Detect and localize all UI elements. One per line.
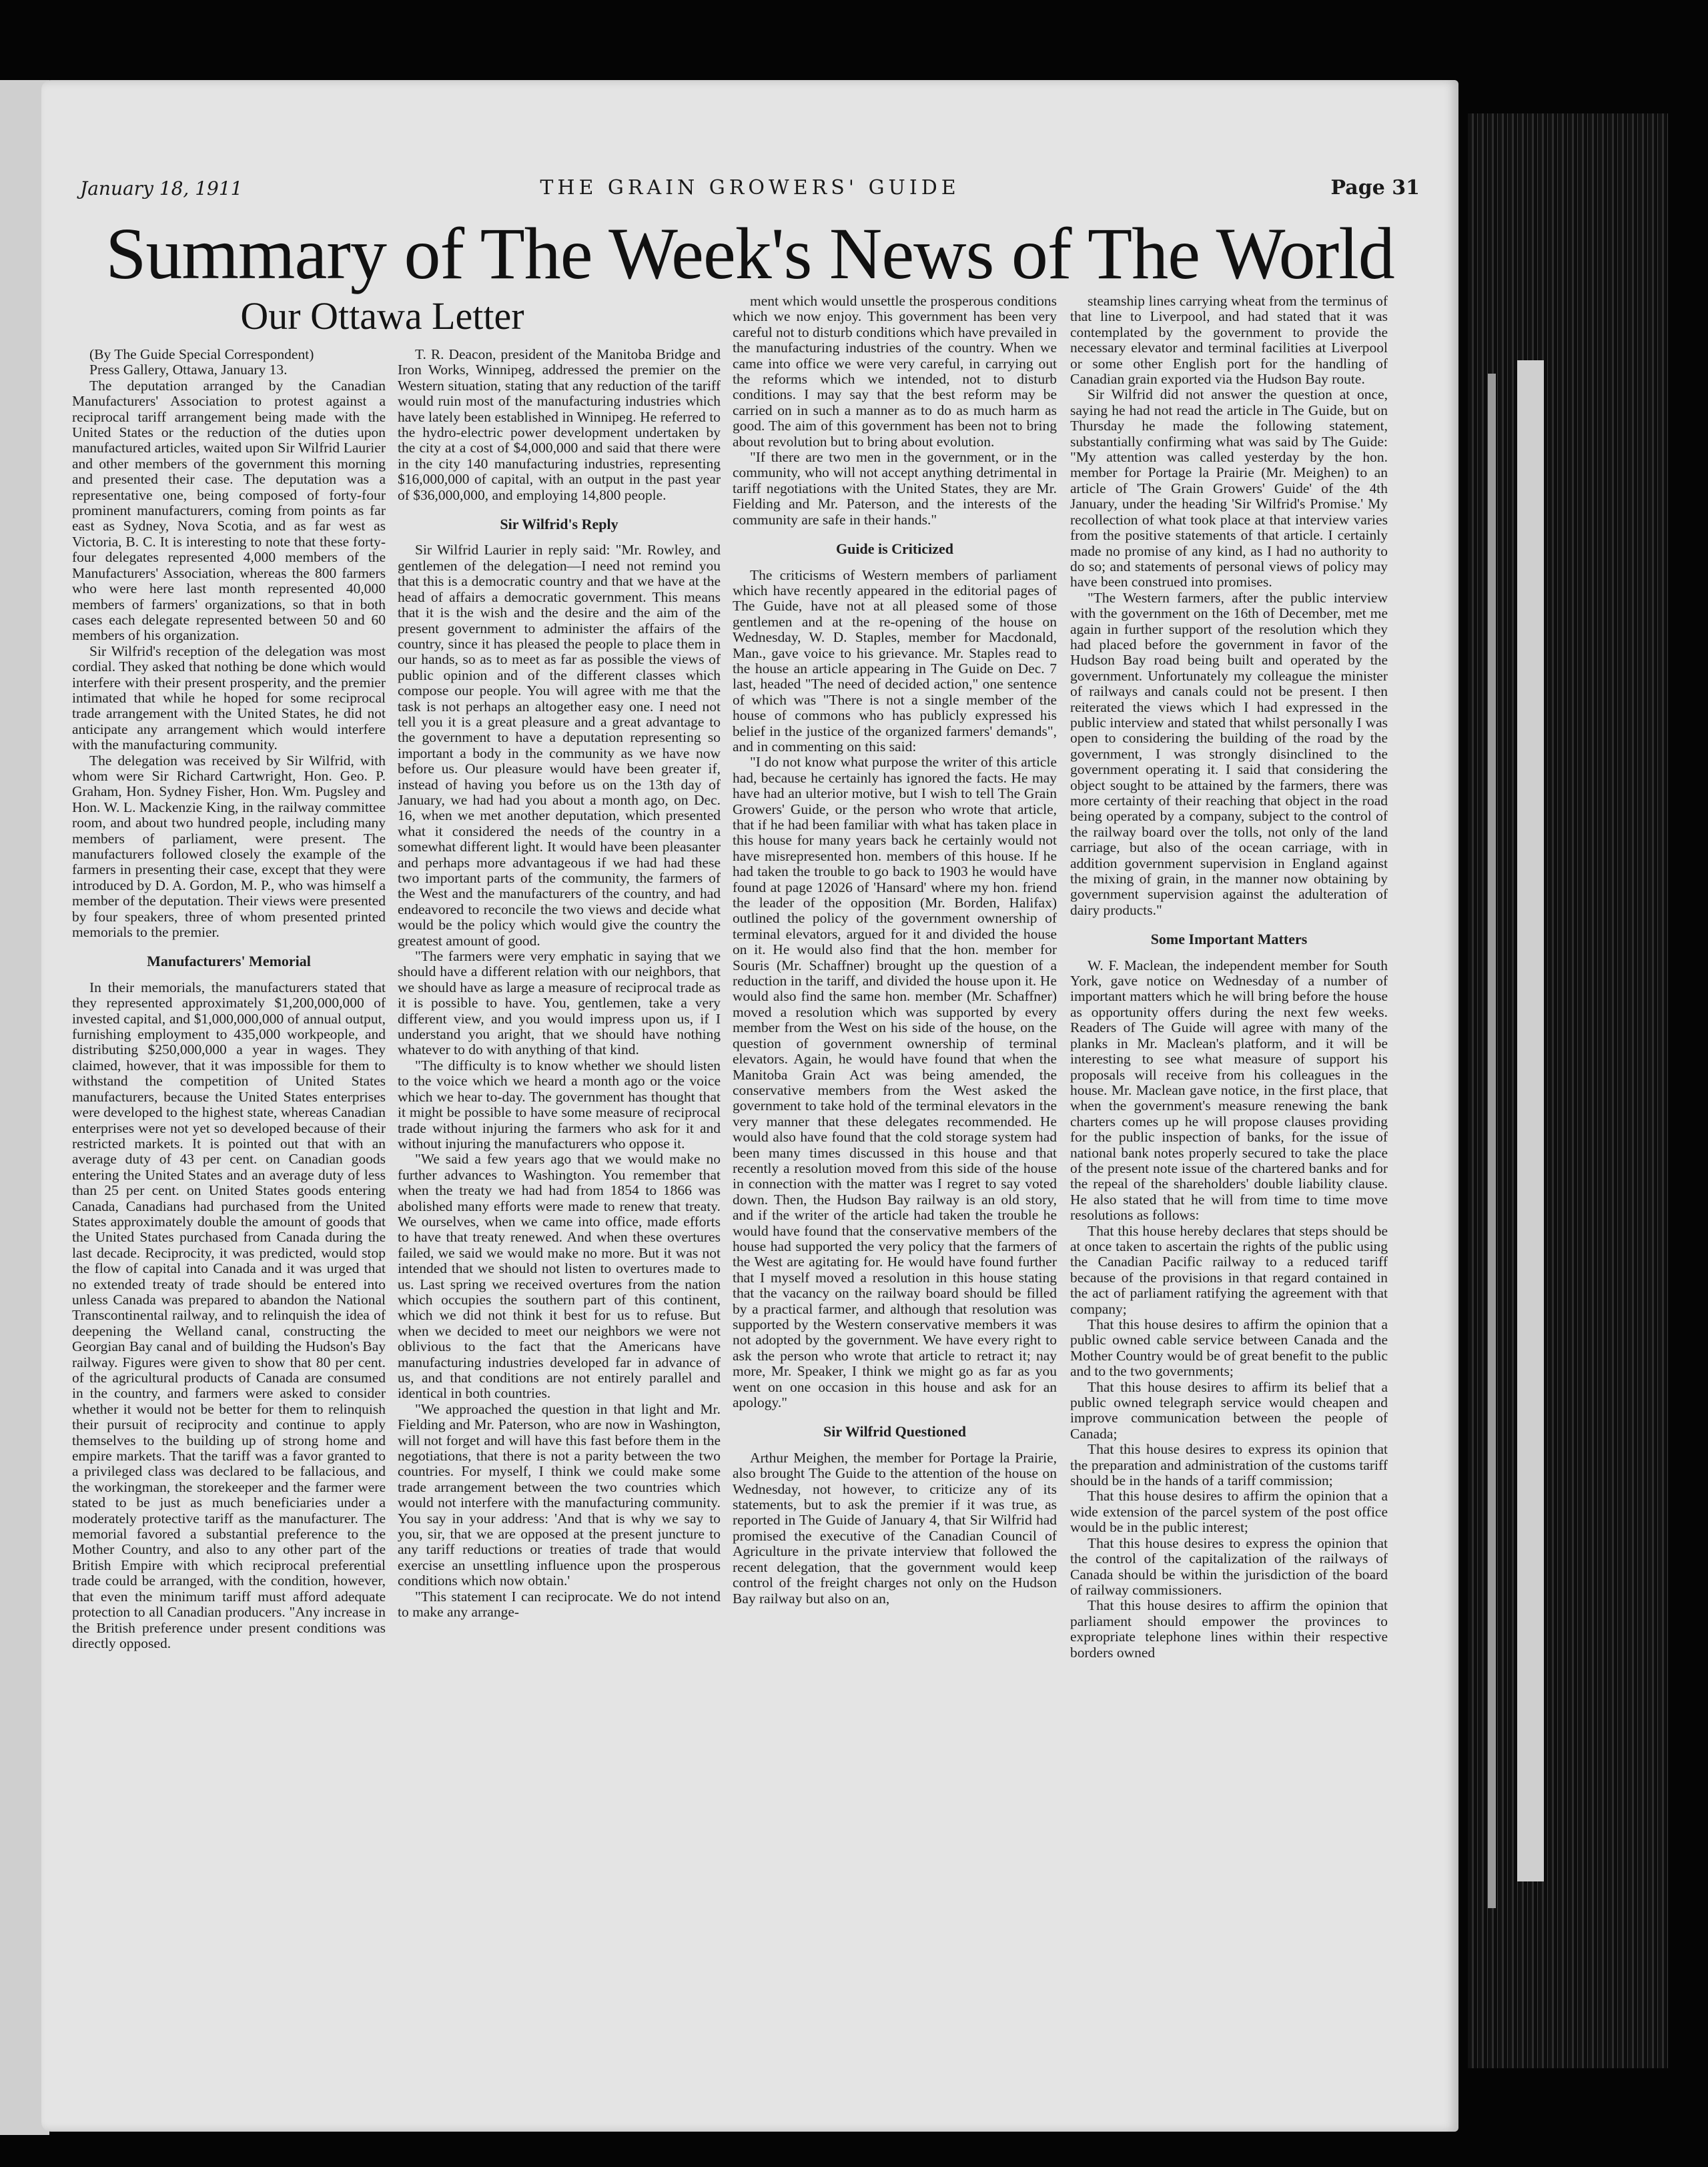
paragraph: In their memorials, the manufacturers stated that they represented approximately $1,200,000,000 of invested capital, and $1,000,000,000 of annual output, furnishing employment to 435,000 workpeople, and distributing $250,000,000 a year in wages. They claimed, however, that it was impossible for them to withstand the competition of United States manufacturers, because the United States enterprises were developed to the highest state, whereas Canadian enterprises were not yet so developed because of their restricted markets. It is pointed out that with an average duty of 43 per cent. on Canadian goods entering the United States and an average duty of less than 25 per cent. on United States goods entering Canada, Canadians had purchased from the United States approximately double the amount of goods that the United States purchased from Canada during the last decade. Reciprocity, it was predicted, would stop the flow of capital into Canada and it was urged that no extended treaty of trade should be entered into unless Canada was prepared to abandon the National Transcontinental railway, and to relinquish the idea of deepening the Welland canal, constructing the Georgian Bay canal and of building the Hudson's Bay railway. Figures were given to show that 80 per cent. of the agricultural products of Canada are consumed in the country, and farmers were asked to consider whether it would not be better for them to relinquish their pursuit of reciprocity and continue to apply themselves to the building up of strong home and empire markets. That the tariff was a favor granted to a privileged class was declared to be fallacious, and the workingman, the storekeeper and the farmer were stated to be just as much beneficiaries under a moderately protective tariff as the manufacturer. The memorial favored a substantial preference to the Mother Country, and also to any other part of the British Empire with which reciprocal preferential trade could be arranged, with the condition, however, that even the minimum tariff must afford adequate protection to all Canadian producers. "Any increase in the British preference under present conditions was directly opposed.: [72, 979, 386, 1651]
paragraph: That this house desires to affirm the opinion that a wide extension of the parcel system of the post office would be in the public interest;: [1070, 1488, 1388, 1536]
paragraph: "The farmers were very emphatic in saying that we should have a different relation with our neighbors, that we should have as large a measure of reciprocal trade as it is possible to have. You, gentlemen, take a very different view, and you would impress upon us, if I understand you aright, that we should have nothing whatever to do with anything of that kind.: [398, 948, 721, 1058]
paragraph: That this house desires to affirm its belief that a public owned telegraph service would cheapen and improve communication between the people of Canada;: [1070, 1378, 1388, 1442]
paragraph: The deputation arranged by the Canadian Manufacturers' Association to protest against a reciprocal tariff arrangement being made with the United States or the reduction of the duties upon manufactured articles, waited upon Sir Wilfrid Laurier and other members of the government this morning and presented their case. The deputation was a representative one, being composed of forty-four prominent manufacturers, coming from points as far east as Sydney, Nova Scotia, and as far west as Victoria, B. C. It is interesting to note that these forty-four delegates represented 4,000 members of the Manufacturers' Association, whereas the 800 farmers who were here last month represented 40,000 members of farmers' organizations, so that in both cases each delegate represented between 50 and 60 members of his organization.: [72, 377, 386, 644]
paragraph: That this house desires to express its opinion that the preparation and administration of the customs tariff should be in the hands of a tariff commission;: [1070, 1441, 1388, 1489]
paragraph: "The difficulty is to know whether we should listen to the voice which we heard a month ago or the voice which we hear to-day. The government has thought that it might be possible to have some measure of reciprocal trade without injuring the farmers who ask for it and without injuring the manufacturers who oppose it.: [398, 1057, 721, 1152]
column-4: [1070, 294, 1388, 2055]
column-3: [733, 294, 1057, 2055]
paragraph: Sir Wilfrid did not answer the question at once, saying he had not read the article in The Guide, but on Thursday he made the following statement, substantially confirming what was said by The Guide: "My attention was called yesterday by the hon. member for Portage la Prairie (Mr. Meighen) to an article of 'The Grain Growers' Guide' of the 4th January, under the heading 'Sir Wilfrid's Promise.' My recollection of what took place at that interview varies from the positive statements of that article. I certainly made no promise of any kind, as I had no authority to do so; and statements of personal views of policy may have been construed into promises.: [1070, 386, 1388, 590]
paragraph: T. R. Deacon, president of the Manitoba Bridge and Iron Works, Winnipeg, addressed the premier on the Western situation, stating that any reduction of the tariff would ruin most of the manufacturing industries which have lately been established in Winnipeg. He referred to the hydro-electric power development undertaken by the city at a cost of $4,000,000 and said that there were in the city 140 manufacturing industries, representing $16,000,000 of capital, with an output in the past year of $36,000,000, and employing 14,800 people.: [398, 347, 721, 503]
article-title: Our Ottawa Letter: [240, 294, 524, 338]
page-number: Page 31: [1330, 176, 1420, 199]
paragraph: Sir Wilfrid's reception of the delegation was most cordial. They asked that nothing be done which would interfere with their present prosperity, and the premier intimated that while he hoped for some reciprocal trade arrangement with the United States, he did not anticipate any arrangement which would interfere with the manufacturing community.: [72, 642, 386, 753]
paragraph: "This statement I can reciprocate. We do not intend to make any arrange-: [398, 1588, 721, 1621]
section-heading: Sir Wilfrid Questioned: [823, 1423, 966, 1440]
page-headline: Summary of The Week's News of The World: [105, 213, 1394, 294]
paragraph: "We approached the question in that light and Mr. Fielding and Mr. Paterson, who are now in Washington, will not forget and will have this fast before them in the negotiations, that there is not a parity between the two countries. For myself, I think we could make some trade arrangement between the two countries which would not interfere with the manufacturing community. You say in your address: 'And that is why we say to you, sir, that we are opposed at the present juncture to any tariff reductions or treaties of trade that would exercise an unsettling influence upon the prosperous conditions which now obtain.': [398, 1400, 721, 1589]
column-1: [72, 347, 386, 2048]
issue-date: January 18, 1911: [80, 177, 243, 199]
paragraph: "We said a few years ago that we would make no further advances to Washington. You remember that when the treaty we had had from 1854 to 1866 was abolished many efforts were made to renew that treaty. We ourselves, when we came into office, made efforts to have that treaty renewed. And when these overtures failed, we said we would make no more. But it was not intended that we should not listen to overtures made to us. Last spring we received overtures from the nation which occupies the southern part of this continent, which we did not think it best for us to refuse. But when we decided to meet our neighbors we were not oblivious to the fact that the Americans have manufacturing industries developed far in advance of us, and that conditions are not entirely parallel and identical in both countries.: [398, 1151, 721, 1402]
volume-strip: [1488, 374, 1496, 1908]
paragraph: Arthur Meighen, the member for Portage la Prairie, also brought The Guide to the attention of the house on Wednesday, not however, to criticize any of its statements, but to ask the premier if it was true, as reported in The Guide of January 4, that Sir Wilfrid had promised the executive of the Canadian Council of Agriculture in the private interview that followed the recent delegation, that the government would keep control of the freight charges not only on the Hudson Bay railway but also on an,: [733, 1449, 1057, 1607]
paragraph: "I do not know what purpose the writer of this article had, because he certainly has ignored the facts. He may have had an ulterior motive, but I wish to tell The Grain Growers' Guide, or the person who wrote that article, that if he had been familiar with what has taken place in this house for many years back he certainly would not have misrepresented hon. members of this house. If he had taken the trouble to go back to 1903 he would have found at page 12026 of 'Hansard' where my hon. friend the leader of the opposition (Mr. Borden, Halifax) outlined the policy of the government ownership of terminal elevators, argued for it and divided the house on it. He would also find that the hon. member for Souris (Mr. Schaffner) brought up the question of a reduction in the tariff, and divided the house upon it. He would also find the same hon. member (Mr. Schaffner) moved a resolution which was supported by every member from the West on his side of the house, on the question of government ownership of terminal elevators. Again, he would have found that when the Manitoba Grain Act was being amended, the conservative members from the West asked the government to take hold of the terminal elevators in the very manner that these delegates recommended. He would also have found that the cold storage system had been many times discussed in this house and that recently a resolution moved from this side of the house in connection with the matter was I regret to say voted down. Then, the Hudson Bay railway is an old story, and if the writer of the article had taken the trouble he would have found that the conservative members of the house had supported the very policy that the farmers of the West are agitating for. He would have found further that I myself moved a resolution in this house stating that the vacancy on the railway board should be filled by a practical farmer, and although that resolution was supported by the Western conservative members it was not adopted by the government. We have every right to ask the person who wrote that article to retract it; nay more, Mr. Speaker, I think we might go as far as you went on one occasion in this house and ask for an apology.": [733, 754, 1057, 1411]
paragraph: That this house desires to affirm the opinion that a public owned cable service between Canada and the Mother Country would be of great benefit to the public and to the two governments;: [1070, 1316, 1388, 1380]
section-heading: Some Important Matters: [1150, 931, 1308, 948]
paragraph: The criticisms of Western members of parliament which have recently appeared in the editorial pages of The Guide, have not at all pleased some of those gentlemen and at the re-opening of the house on Wednesday, W. D. Staples, member for Macdonald, Man., gave voice to his grievance. Mr. Staples read to the house an article appearing in The Guide on Dec. 7 last, headed "The need of decided action," one sentence of which was "There is not a single member of the house of commons who has publicly expressed his belief in the justice of the organized farmers' demands", and in commenting on this said:: [733, 566, 1057, 755]
paragraph: W. F. Maclean, the independent member for South York, gave notice on Wednesday of a number of important matters which he will bring before the house as opportunity offers during the next few weeks. Readers of The Guide will agree with many of the planks in Mr. Maclean's platform, and it will be interesting to see what measure of support his proposals will receive from his colleagues in the house. Mr. Maclean gave notice, in the first place, that when the government's measure renewing the bank charters comes up he will propose clauses providing for the public inspection of banks, for the issue of national bank notes properly secured to take the place of the present note issue of the chartered banks and for the repeal of the shareholders' double liability clause. He also stated that he will from time to time move resolutions as follows:: [1070, 957, 1388, 1224]
dateline: Press Gallery, Ottawa, January 13.: [89, 362, 288, 378]
section-heading: Manufacturers' Memorial: [147, 953, 311, 970]
volume-bookmark: [1517, 360, 1544, 1881]
paragraph: ment which would unsettle the prosperous conditions which we now enjoy. This government has been very careful not to disturb conditions which have prevailed in the manufacturing industries of the country. When we came into office we were very careful, in carrying out the reforms which we intended, not to disturb conditions. I may say that the best reform may be carried on in such a manner as to do as much harm as good. The aim of this government has been not to bring about revolution but to bring about evolution.: [733, 294, 1057, 450]
paragraph: The delegation was received by Sir Wilfrid, with whom were Sir Richard Cartwright, Hon. Geo. P. Graham, Hon. Sydney Fisher, Hon. Wm. Pugsley and Hon. W. L. Mackenzie King, in the railway committee room, and about two hundred people, including many members of parliament, were present. The manufacturers followed closely the example of the farmers in presenting their case, except that they were introduced by D. A. Gordon, M. P., who was himself a member of the deputation. Their views were presented by four speakers, three of whom presented printed memorials to the premier.: [72, 752, 386, 941]
bound-volume-edge: [1468, 113, 1668, 2068]
page-header: [41, 99, 1458, 199]
paragraph: That this house hereby declares that steps should be at once taken to ascertain the rights of the public using the Canadian Pacific railway to a reduced tariff because of the provisions in that regard contained in the act of parliament ratifying the agreement with that company;: [1070, 1222, 1388, 1317]
paragraph: Sir Wilfrid Laurier in reply said: "Mr. Rowley, and gentlemen of the delegation—I need not remind you that this is a democratic country and that we have at the head of affairs a democratic government. This means that it is the wish and the desire and the aim of the present government to administer the affairs of the country, since it has pleased the people to place them in our hands, so as to meet as far as possible the views of public opinion and of the different classes which compose our people. You will agree with me that the task is not perhaps an altogether easy one. I need not tell you it is a great pleasure and a great advantage to the government to have a deputation representing so important a body in the community as we have now before us. Our pleasure would have been greater if, instead of having you before us on the 13th day of January, we had had you about a month ago, on Dec. 16, when we met another deputation, which presented what it considered the needs of the country in a somewhat different light. It would have been pleasanter and perhaps more advantageous if we had had these two important parts of the community, the farmers of the West and the manufacturers of the country, and had endeavored to reconcile the two views and decide what would be the policy which would give the country the greatest amount of good.: [398, 542, 721, 949]
paragraph: That this house desires to affirm the opinion that parliament should empower the provinces to expropriate telephone lines within their respective borders owned: [1070, 1597, 1388, 1661]
byline: (By The Guide Special Correspondent): [89, 347, 314, 362]
paragraph: That this house desires to express the opinion that the control of the capitalization of the railways of Canada should be within the jurisdiction of the board of railway commissioners.: [1070, 1535, 1388, 1598]
section-heading: Sir Wilfrid's Reply: [500, 516, 618, 533]
paragraph: steamship lines carrying wheat from the terminus of that line to Liverpool, and had stated that it was contemplated by the government to provide the necessary elevator and terminal facilities at Liverpool or some other English port for the handling of Canadian grain exported via the Hudson Bay route.: [1070, 294, 1388, 388]
paragraph: "The Western farmers, after the public interview with the government on the 16th of December, met me again in further support of the resolution which they had placed before the government in favor of the Hudson Bay road being built and operated by the government. Unfortunately my colleague the minister of railways and canals could not be present. I then reiterated the views which I had expressed in the public interview and stated that whilst personally I was open to considering the building of the road by the government, I was strongly disinclined to the government operating it. I said that considering the object sought to be attained by the farmers, there was more certainty of their reaching that object in the road being operated by a company, subject to the control of the railway board over the tolls, not only of the land carriage, but also of the ocean carriage, with in addition government supervision in England against the mixing of grain, in the manner now obtaining by government supervision against the adulteration of dairy products.": [1070, 589, 1388, 918]
section-heading: Guide is Criticized: [836, 540, 953, 558]
masthead: THE GRAIN GROWERS' GUIDE: [540, 176, 960, 199]
column-2: [398, 347, 721, 2055]
paragraph: "If there are two men in the government, or in the community, who will not accept anything detrimental in tariff negotiations with the United States, they are Mr. Fielding and Mr. Paterson, and the interests of the community are safe in their hands.": [733, 449, 1057, 528]
